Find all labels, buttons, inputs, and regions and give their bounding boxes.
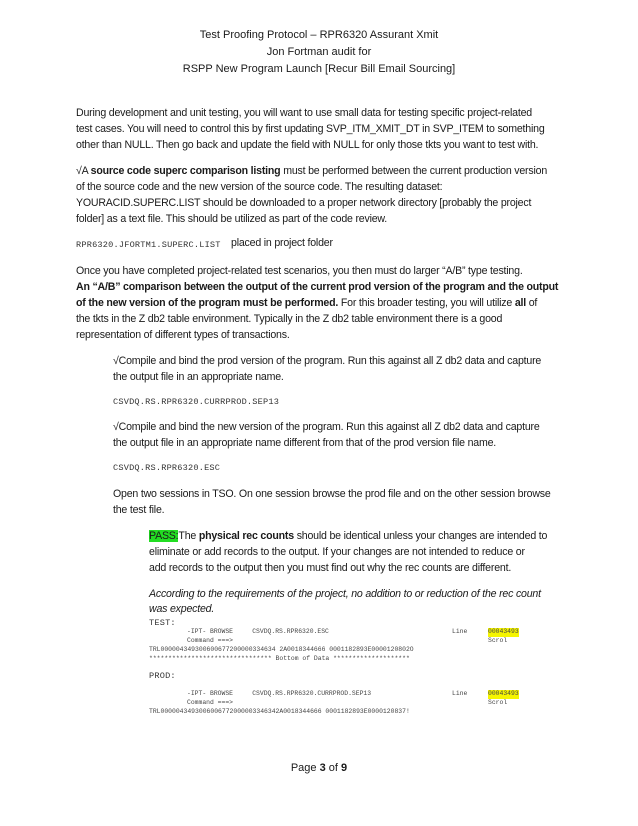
superc-note: placed in project folder: [231, 237, 333, 249]
pass-line3: add records to the output then you must find out why the rec counts are different.: [149, 562, 512, 574]
test-data-line: TRL000004349300600677200000334634 2A0018344666 0001182893E0000120802O: [149, 646, 414, 653]
prod-data-line: TRL0000043493006006772000003346342A0018344666 0001182893E0000120837!: [149, 708, 410, 715]
para3-line2: [76, 280, 558, 295]
test-bottom-line: ******************************** Bottom of Data ********************: [149, 655, 410, 662]
para2-line2: of the source code and the new version of the source code. The resulting dataset:: [76, 181, 443, 193]
para3-bold-3: of the new version of the program must be performed.: [76, 297, 339, 309]
step3-line2: the test file.: [113, 504, 165, 516]
header-title: Test Proofing Protocol – RPR6320 Assurant Xmit: [199, 29, 439, 41]
prod-label: PROD:: [149, 671, 176, 681]
para3-line5: representation of different types of transactions.: [76, 329, 290, 341]
test-line-number: 00043493: [488, 628, 519, 635]
pass-line1: [149, 529, 547, 544]
header-author: Jon Fortman audit for: [266, 46, 372, 58]
prod-command-label: Command ===>: [187, 699, 234, 706]
para3-line4: the tkts in the Z db2 table environment. Typically in the Z db2 table environment there is a good: [76, 313, 503, 325]
prod-line-number: 00043493: [488, 690, 519, 697]
para3-line3-rest-a: For this broader testing, you will utilize: [338, 297, 515, 309]
para3-line1: Once you have completed project-related test scenarios, you then must do larger “A/B” type testing.: [76, 265, 523, 277]
para2-line1-rest: must be performed between the current production version: [280, 165, 548, 177]
page-current: 3: [319, 762, 326, 774]
pass-bold: physical rec counts: [198, 530, 294, 542]
para2-bold: source code superc comparison listing: [90, 165, 281, 177]
para3-line3: [76, 296, 537, 311]
test-label: TEST:: [149, 618, 176, 628]
superc-dataset: RPR6320.JFORTM1.SUPERC.LIST: [76, 240, 221, 250]
step2-dataset: CSVDQ.RS.RPR6320.ESC: [113, 463, 221, 473]
step3-line1: Open two sessions in TSO. On one session browse the prod file and on the other session browse: [113, 488, 551, 500]
para2-line3: YOURACID.SUPERC.LIST should be downloaded to a proper network directory [probably the project: [76, 197, 532, 209]
para2-line4: folder] as a text file. This should be utilized as part of the code review.: [76, 213, 388, 225]
page-number: [0, 762, 638, 774]
step1-line1: √Compile and bind the prod version of the program. Run this against all Z db2 data and capture: [113, 355, 542, 367]
pass-line1-a: The: [178, 530, 199, 542]
para3-all: all: [514, 297, 526, 309]
pass-line2: eliminate or add records to the output. If your changes are not intended to reduce or: [149, 546, 525, 558]
step2-line2: the output file in an appropriate name different from that of the prod version file name.: [113, 437, 497, 449]
para1-line3: other than NULL. Then go back and update the field with NULL for only those tkts you want to test with.: [76, 139, 539, 151]
page-prefix: Page: [290, 762, 320, 774]
prod-scroll-label: Scrol: [488, 699, 508, 706]
test-line-label: Line: [452, 628, 468, 635]
test-scroll-label: Scrol: [488, 637, 508, 644]
para3-bold-2: An “A/B” comparison between the output of the current prod version of the program and the output: [76, 281, 559, 293]
page-of: of: [325, 762, 342, 774]
test-command-label: Command ===>: [187, 637, 234, 644]
step1-dataset: CSVDQ.RS.RPR6320.CURRPROD.SEP13: [113, 397, 280, 407]
check-mark: √A: [76, 165, 91, 177]
expected-line1: According to the requirements of the project, no addition to or reduction of the rec count: [149, 588, 541, 600]
para1-line2: test cases. You will need to control this by first updating SVP_ITM_XMIT_DT in SVP_ITEM to something: [76, 123, 545, 135]
para3-line3-rest-b: of: [526, 297, 538, 309]
step1-line2: the output file in an appropriate name.: [113, 371, 284, 383]
pass-line1-b: should be identical unless your changes are intended to: [293, 530, 548, 542]
page-total: 9: [341, 762, 348, 774]
header-project: RSPP New Program Launch [Recur Bill Email Sourcing]: [182, 63, 456, 75]
para2-line1: [76, 164, 547, 179]
step2-line1: √Compile and bind the new version of the program. Run this against all Z db2 data and capture: [113, 421, 540, 433]
para1-line1: During development and unit testing, you will want to use small data for testing specific project-related: [76, 107, 532, 119]
prod-line-label: Line: [452, 690, 468, 697]
test-screen-title: -IPT- BROWSE CSVDQ.RS.RPR6320.ESC: [187, 628, 329, 635]
pass-label: PASS:: [149, 530, 179, 542]
prod-screen-title: -IPT- BROWSE CSVDQ.RS.RPR6320.CURRPROD.SEP13: [187, 690, 372, 697]
expected-line2: was expected.: [149, 603, 215, 615]
